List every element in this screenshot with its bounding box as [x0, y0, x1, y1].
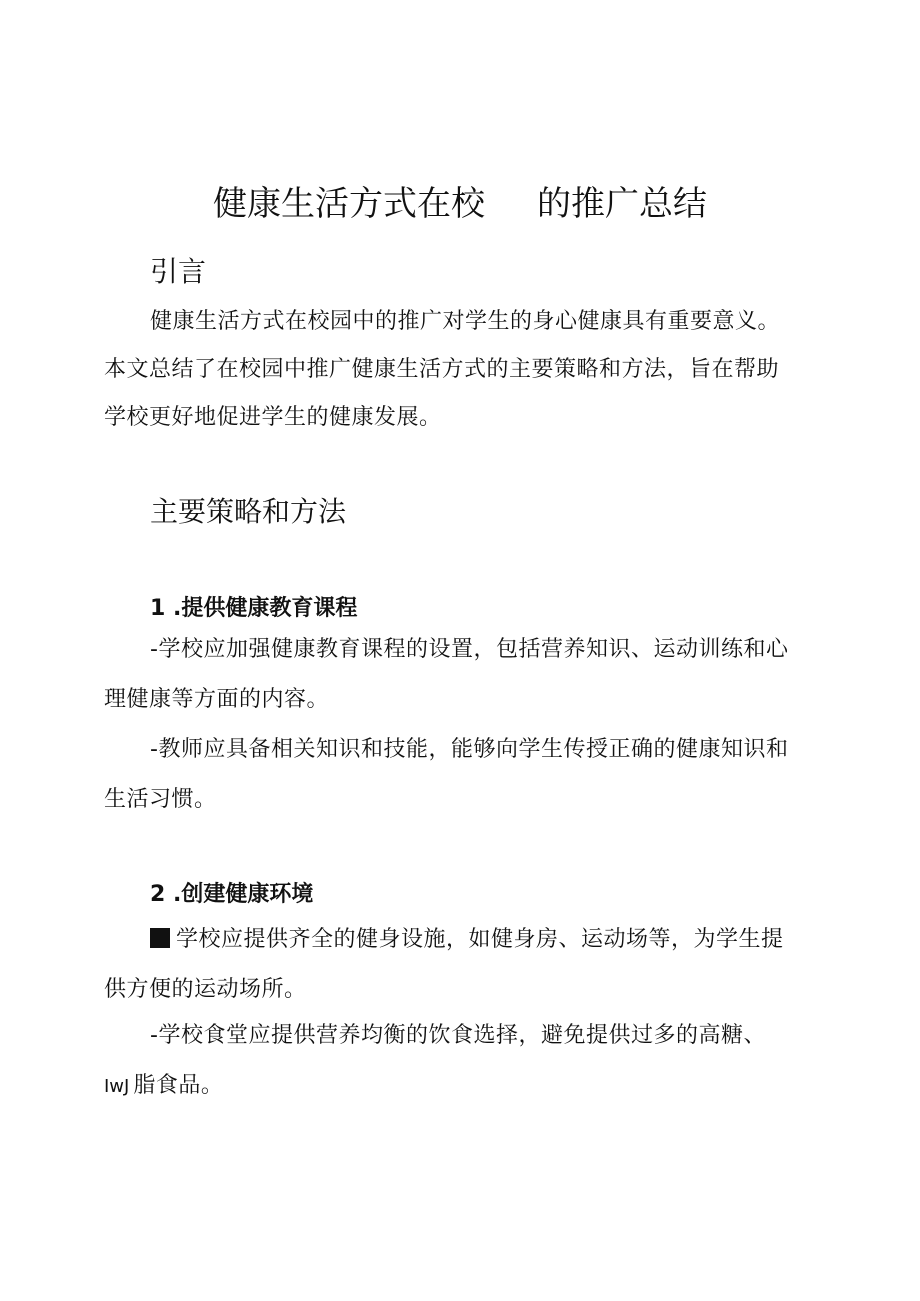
- section-1-heading: [150, 591, 357, 622]
- section-2-paragraph-1-line-1-text: 学校应提供齐全的健身设施，如健身房、运动场等，为学生提: [176, 927, 784, 952]
- section-1-title: .提供健康教育课程: [172, 596, 358, 621]
- section-2-paragraph-2-line-2: [104, 1068, 819, 1105]
- strategy-heading: 主要策略和方法: [150, 495, 347, 528]
- section-2-paragraph-1: [104, 922, 819, 1008]
- section-2-paragraph-1-line-2: 供方便的运动场所。: [104, 977, 307, 1002]
- intro-line-2: 本文总结了在校园中推广健康生活方式的主要策略和方法，旨在帮助: [104, 357, 780, 382]
- section-2-title: .创建健康环境: [172, 882, 314, 907]
- section-1-paragraph-2-line-2: 生活习惯。: [104, 787, 217, 812]
- title-part-2: 的推广总结: [537, 184, 707, 224]
- section-2-paragraph-2: [104, 1018, 819, 1105]
- section-2-heading: [150, 877, 313, 908]
- section-1-number: 1: [150, 596, 166, 621]
- section-2-paragraph-2-line-1: -学校食堂应提供营养均衡的饮食选择，避免提供过多的高糖、: [150, 1023, 766, 1048]
- intro-paragraph: [104, 298, 819, 442]
- title-part-1: 健康生活方式在校: [213, 184, 485, 224]
- square-bullet-icon: [150, 928, 170, 948]
- section-2-number: 2: [150, 882, 166, 907]
- intro-line-3: 学校更好地促进学生的健康发展。: [104, 405, 442, 430]
- section-1-paragraph-2: [104, 732, 819, 818]
- section-1-paragraph-1-line-2: 理健康等方面的内容。: [104, 687, 330, 712]
- section-1-paragraph-1: [104, 632, 819, 718]
- document-title: [0, 176, 920, 225]
- intro-heading: 引言: [150, 255, 207, 288]
- scan-artifact-text: IwJ: [104, 1076, 130, 1097]
- section-1-paragraph-1-line-1: -学校应加强健康教育课程的设置，包括营养知识、运动训练和心: [150, 637, 789, 662]
- intro-line-1: 健康生活方式在校园中的推广对学生的身心健康具有重要意义。: [150, 309, 781, 334]
- section-2-paragraph-2-line-2-text: 脂食品。: [133, 1073, 224, 1098]
- section-2-paragraph-1-line-1: [104, 922, 819, 958]
- section-1-paragraph-2-line-1: -教师应具备相关知识和技能，能够向学生传授正确的健康知识和: [150, 737, 789, 762]
